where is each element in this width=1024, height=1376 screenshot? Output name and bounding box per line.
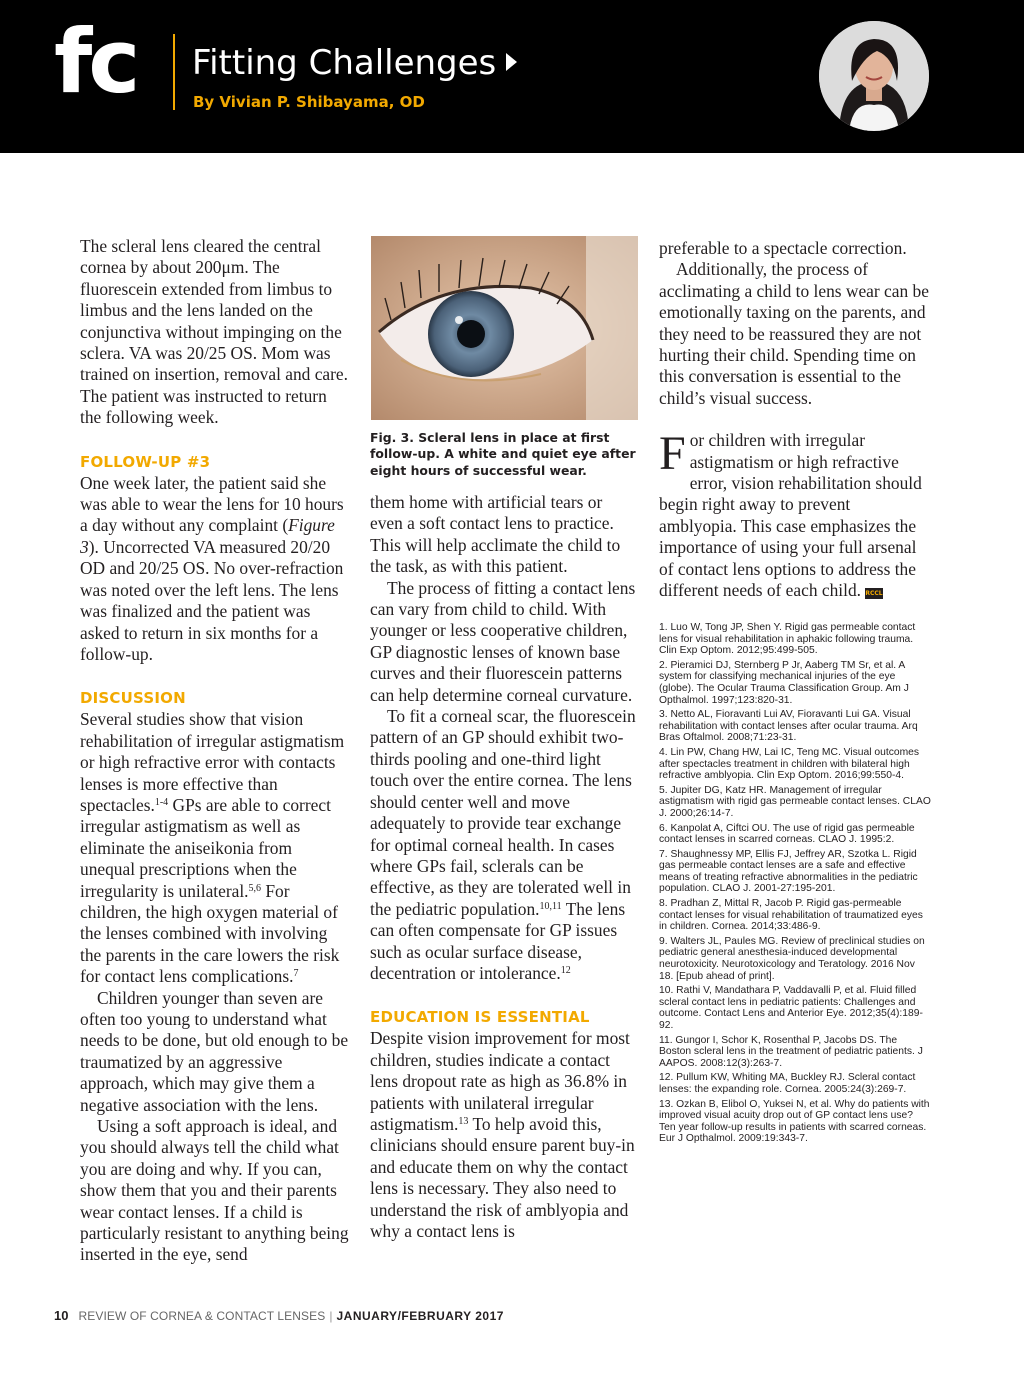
closing-paragraph bbox=[659, 427, 931, 601]
article-column-1 bbox=[80, 236, 350, 1266]
reference-item: 1. Luo W, Tong JP, Shen Y. Rigid gas permeable contact lens for visual rehabilitation in aphakic following trauma. Clin Exp Optom. 2012;95:499-505. bbox=[659, 622, 916, 657]
text-run: The lens can often compensate for GP issues such as ocular surface disease, decentration or intolerance. bbox=[370, 898, 626, 983]
text-run: For children, the high oxygen material of the lenses combined with involving the parents in the care lowers the risk for contact lens complications. bbox=[80, 880, 340, 987]
body-paragraph bbox=[370, 1028, 638, 1242]
section-title bbox=[192, 43, 517, 83]
heading-education: EDUCATION IS ESSENTIAL bbox=[370, 1008, 590, 1027]
footer-separator: | bbox=[329, 1309, 333, 1323]
text-run: To help avoid this, clinicians should ensure parent buy-in and educate them on why the contact lens is necessary. They also need to understand the risk of amblyopia and why a contact lens is bbox=[370, 1113, 635, 1241]
reference-item: 10. Rathi V, Mandathara P, Vaddavalli P, et al. Fluid filled scleral contact lens in pediatric patients: Challenges and outcome. Contact Lens and Anterior Eye. 2012;35(4):189-92. bbox=[659, 985, 923, 1031]
section-logo: fc bbox=[54, 10, 137, 113]
reference-item: 3. Netto AL, Fioravanti Lui AV, Fioravanti Lui GA. Visual rehabilitation with contact lenses after ocular trauma. Arq Bras Oftalmol. 2008;71:23-31. bbox=[659, 709, 918, 744]
text-run: GPs are able to correct irregular astigmatism as well as eliminate the aniseikonia from unequal prescriptions when the irregularity is unilateral. bbox=[80, 794, 331, 901]
body-paragraph: Children younger than seven are often too young to understand what needs to be done, but old enough to be traumatized by an aggressive approach, which may give them a negative association with the lens. bbox=[80, 987, 349, 1115]
references-list bbox=[659, 622, 931, 1148]
reference-item: 12. Pullum KW, Whiting MA, Buckley RJ. Scleral contact lenses: the expanding role. Cornea. 2005:24(3):269-7. bbox=[659, 1072, 916, 1095]
author-byline: By Vivian P. Shibayama, OD bbox=[193, 93, 425, 111]
body-paragraph: Additionally, the process of acclimating a child to lens wear can be emotionally taxing on the parents, and they need to be reassured they are not hurting their child. Spending time on this conversation is essential to the child’s visual success. bbox=[659, 259, 929, 408]
header-banner bbox=[0, 0, 1024, 153]
body-paragraph: Using a soft approach is ideal, and you should always tell the child what you are doing and why. If you can, show them that you and their parents wear contact lenses. If a child is particularly resistant to anything being inserted in the eye, send bbox=[80, 1116, 349, 1265]
body-paragraph: The process of fitting a contact lens can vary from child to child. With younger or less cooperative children, GP diagnostic lenses of known base curves and their fluorescein patterns can help determine corneal curvature. bbox=[370, 577, 636, 705]
issue-date: JANUARY/FEBRUARY 2017 bbox=[336, 1309, 504, 1323]
body-paragraph: preferable to a spectacle correction. bbox=[659, 238, 907, 258]
page-number: 10 bbox=[54, 1308, 69, 1323]
text-run: Several studies show that vision rehabilitation of irregular astigmatism or high refractive error with contacts lenses is more effective than spectacles. bbox=[80, 709, 345, 815]
publication-name: REVIEW OF CORNEA & CONTACT LENSES bbox=[78, 1309, 326, 1323]
body-paragraph bbox=[370, 706, 638, 984]
drop-cap: F bbox=[659, 427, 686, 481]
header-divider bbox=[173, 34, 175, 110]
reference-item: 7. Shaughnessy MP, Ellis FJ, Jeffrey AR, Szotka L. Rigid gas permeable contact lenses are a safe and effective means of treating refractive abnormalities in the pediatric population. CLAO J. 2001-27:195-201. bbox=[659, 848, 918, 895]
text-run: or children with irregular astigmatism or high refractive error, vision rehabilitation should begin right away to prevent amblyopia. This case emphasizes the importance of using your full arsenal of contact lens options to address the different needs of each child. bbox=[659, 430, 922, 601]
citation: 13 bbox=[458, 1115, 469, 1127]
article-column-3 bbox=[659, 238, 931, 602]
text-run: ). Uncorrected VA measured 20/20 OD and 20/25 OS. No over-refraction was noted over the left lens. The lens was finalized and the patient was asked to return in six months for a follow-up. bbox=[80, 536, 344, 664]
figure-caption: Fig. 3. Scleral lens in place at first follow-up. A white and quiet eye after eight hours of successful wear. bbox=[370, 430, 636, 478]
citation: 12 bbox=[560, 964, 571, 976]
body-paragraph bbox=[80, 473, 350, 666]
text-run: One week later, the patient said she was able to wear the lens for 10 hours a day without any complaint ( bbox=[80, 472, 344, 536]
eye-photo-figure-3 bbox=[371, 236, 638, 420]
reference-item: 8. Pradhan Z, Mittal R, Jacob P. Rigid gas-permeable contact lenses for visual rehabilitation of traumatized eyes in children. Cornea. 2014;33:486-9. bbox=[659, 898, 923, 933]
play-arrow-icon bbox=[506, 53, 517, 71]
text-run: Despite vision improvement for most children, studies indicate a contact lens dropout rate as high as 36.8% in patients with unilateral irregular astigmatism. bbox=[370, 1028, 630, 1134]
heading-followup-3: FOLLOW-UP #3 bbox=[80, 452, 211, 471]
reference-item: 6. Kanpolat A, Ciftci OU. The use of rigid gas permeable contact lenses in scarred corneas. CLAO J. 1995:2. bbox=[659, 822, 915, 846]
section-title-text: Fitting Challenges bbox=[192, 43, 497, 83]
citation: 1-4 bbox=[154, 796, 169, 808]
text-run: To fit a corneal scar, the fluorescein pattern of an GP should exhibit two-thirds pooling and one-third light touch over the entire cornea. The lens should center well and move adequately to provide tear exchange for optimal corneal health. In cases where GPs fail, sclerals can be effective, as they are tolerated well in the pediatric population. bbox=[370, 706, 636, 919]
end-mark-icon: RCCL bbox=[865, 590, 883, 598]
citation: 7 bbox=[293, 968, 299, 980]
figure-reference: Figure 3 bbox=[80, 515, 335, 557]
reference-item: 9. Walters JL, Paules MG. Review of preclinical studies on pediatric general anesthesia-induced developmental neurotoxicity. Neurotoxicology and Teratology. 2016 Nov 18. [Epub ahead of print]. bbox=[659, 935, 925, 982]
reference-item: 4. Lin PW, Chang HW, Lai IC, Teng MC. Visual outcomes after spectacles treatment in children with bilateral high refractive amblyopia. Clin Exp Optom. 2016;99:550-4. bbox=[659, 746, 920, 782]
body-paragraph: them home with artificial tears or even a soft contact lens to practice. This will help acclimate the child to the task, as with this patient. bbox=[370, 492, 621, 577]
body-paragraph: The scleral lens cleared the central cornea by about 200μm. The fluorescein extended from limbus to limbus and the lens landed on the conjunctiva without impinging on the sclera. VA was 20/25 OS. Mom was trained on insertion, removal and care. The patient was instructed to return the following week. bbox=[80, 236, 349, 428]
reference-item: 5. Jupiter DG, Katz HR. Management of irregular astigmatism with rigid gas permeable contact lenses. CLAO J. 2000;26:14-7. bbox=[659, 784, 931, 819]
author-photo bbox=[819, 21, 929, 131]
article-column-2 bbox=[370, 492, 638, 1242]
heading-discussion: DISCUSSION bbox=[80, 689, 186, 708]
citation: 10,11 bbox=[539, 900, 562, 912]
reference-item: 13. Ozkan B, Elibol O, Yuksei N, et al. Why do patients with improved visual acuity drop out of GP contact lens use? Ten year follow-up results in patients with scarred corneas. Eur J Opthalmol. 2009:19:343-7. bbox=[659, 1098, 930, 1145]
reference-item: 11. Gungor I, Schor K, Rosenthal P, Jacobs DS. The Boston scleral lens in the treatment of pediatric patients. J AAPOS. 2008:12(3):263-7. bbox=[659, 1034, 923, 1069]
page-footer bbox=[54, 1308, 504, 1323]
citation: 5,6 bbox=[248, 882, 262, 894]
body-paragraph bbox=[80, 709, 350, 987]
reference-item: 2. Pieramici DJ, Sternberg P Jr, Aaberg TM Sr, et al. A system for classifying mechanical injuries of the eye (globe). The Ocular Trauma Classification Group. Am J Opthalmol. 1997;123:820-31. bbox=[659, 659, 909, 706]
